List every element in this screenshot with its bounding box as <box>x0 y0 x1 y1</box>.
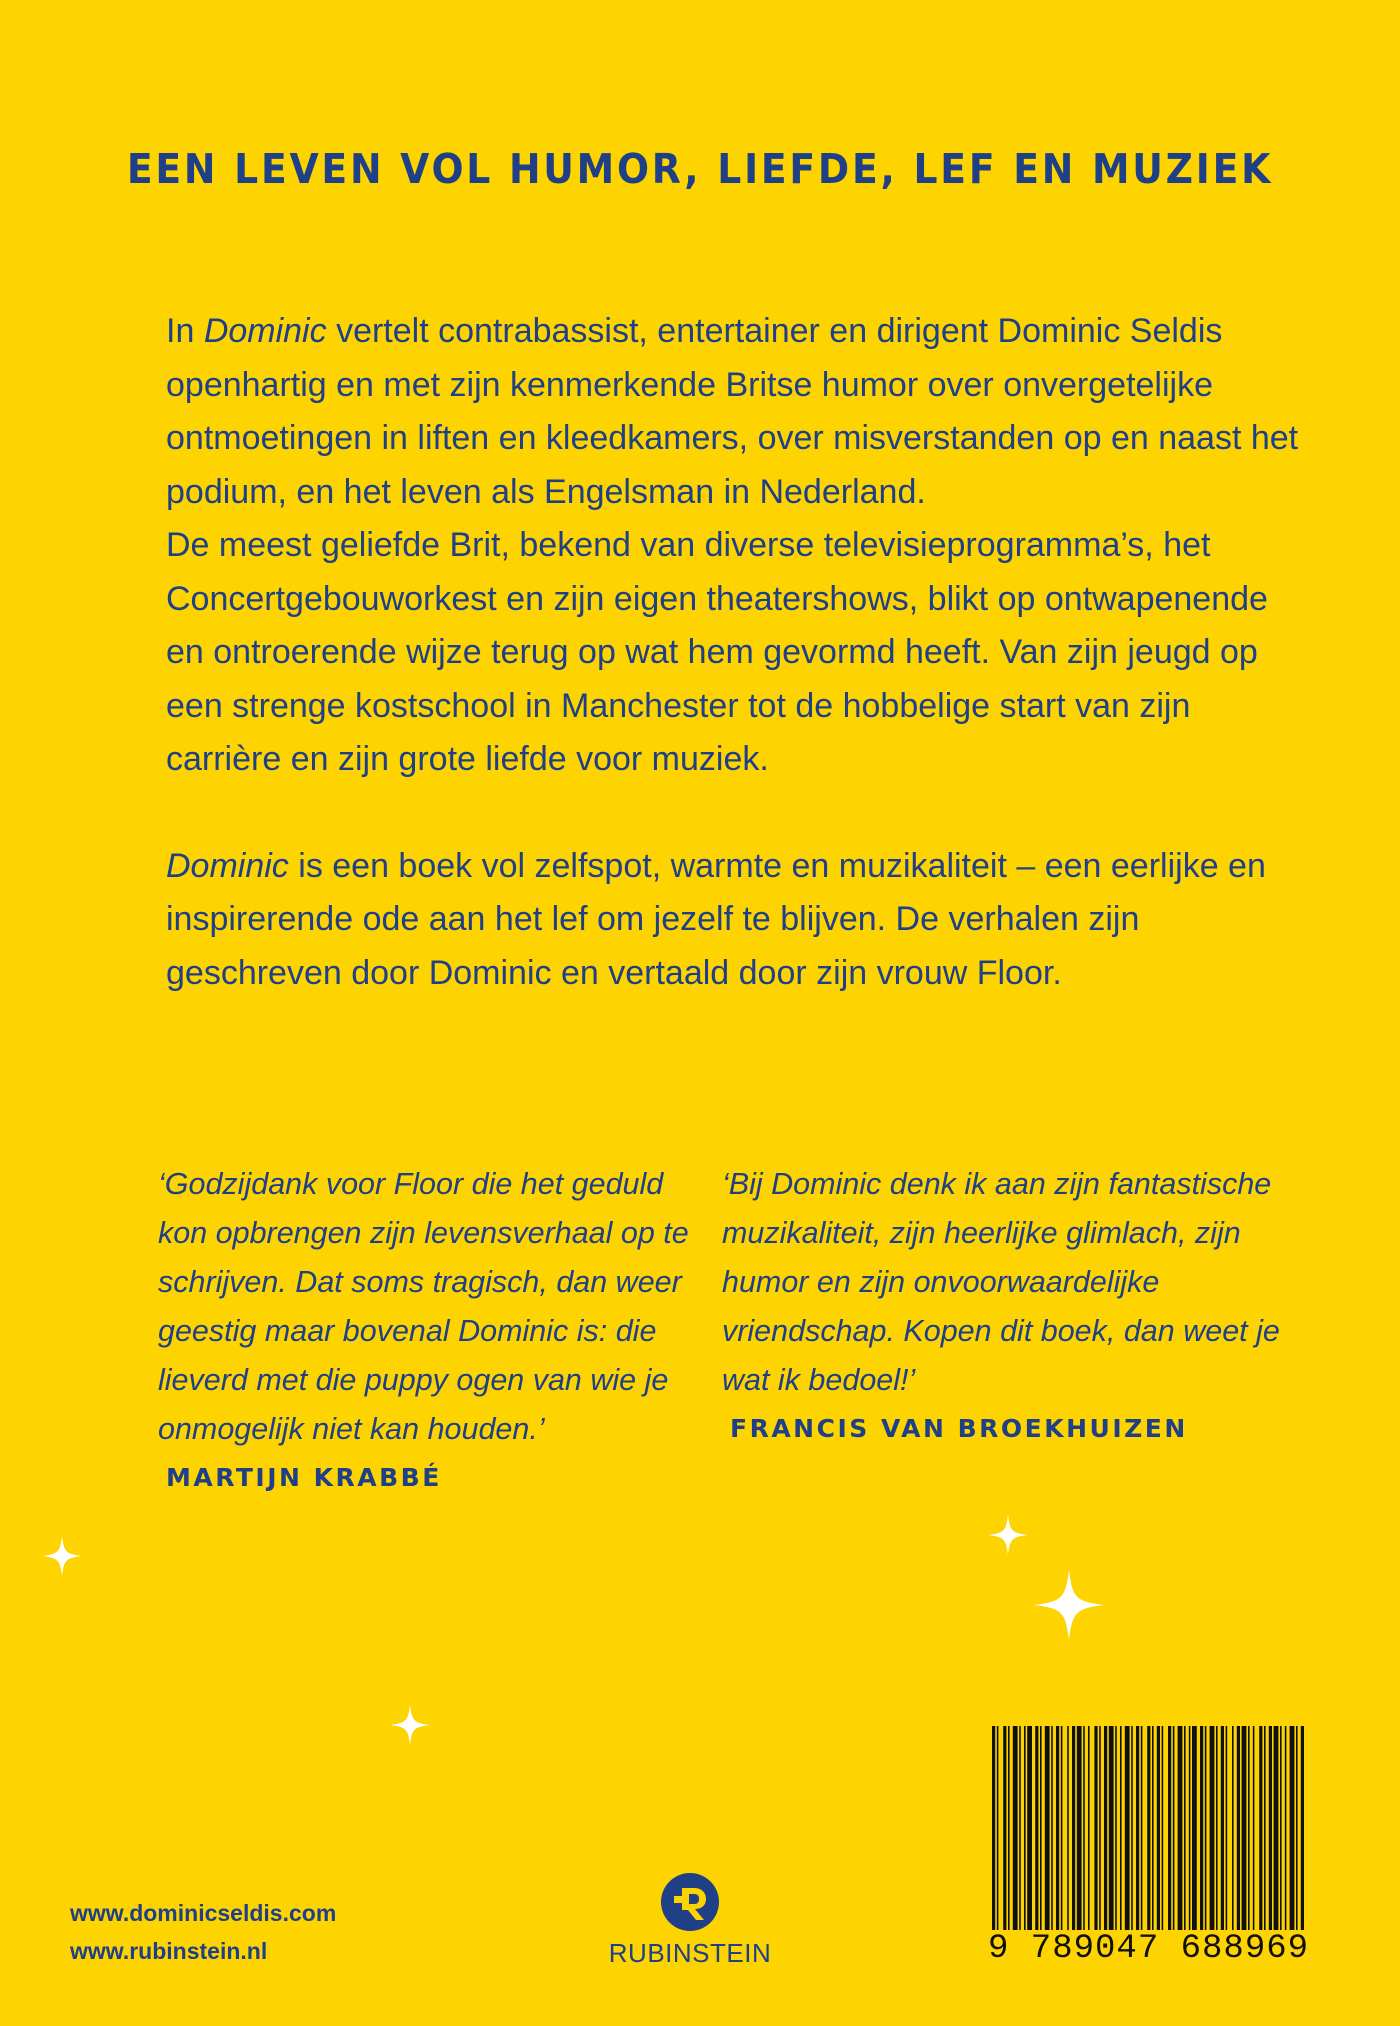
link-dominicseldis[interactable]: www.dominicseldis.com <box>70 1900 337 1926</box>
blurb-paragraph-3 <box>166 840 1306 1001</box>
blurb-p1-rest: vertelt contrabassist, entertainer en dirigent Dominic Seldis openhartig en met zijn kenmerkende Britse humor over onvergetelijke ontmoetingen in liften en kleedkamers, over misverstanden op en naast het podium, en het leven als Engelsman in Nederland. <box>166 312 1299 511</box>
blurb-paragraph-1 <box>166 305 1306 519</box>
link-rubinstein[interactable]: www.rubinstein.nl <box>70 1938 268 1964</box>
barcode-bar <box>997 1726 999 1954</box>
sparkle-icon <box>1034 1570 1104 1640</box>
barcode-bar <box>1296 1726 1298 1954</box>
barcode-bar <box>1269 1726 1272 1931</box>
barcode-bar <box>1173 1726 1175 1931</box>
barcode-bar <box>1147 1726 1150 1954</box>
sparkle-icon <box>988 1515 1028 1555</box>
barcode-bar <box>1274 1726 1279 1931</box>
barcode-bar <box>1216 1726 1218 1931</box>
barcode-bar <box>1051 1726 1053 1931</box>
sparkle-icon <box>390 1705 430 1745</box>
barcode-bar <box>1301 1726 1304 1954</box>
barcode-bar <box>1088 1726 1090 1931</box>
barcode-bar <box>1157 1726 1160 1931</box>
barcode-bar <box>1040 1726 1042 1931</box>
barcode-bar <box>1083 1726 1085 1931</box>
barcode-bar <box>1035 1726 1038 1931</box>
blurb-p1-prefix: In <box>166 312 204 350</box>
barcode-bar <box>1072 1726 1075 1931</box>
barcode-bar <box>1109 1726 1114 1931</box>
barcode-bar <box>1027 1726 1032 1931</box>
barcode-bar <box>1232 1726 1234 1931</box>
book-blurb <box>166 305 1306 1000</box>
barcode-bar <box>1115 1726 1117 1931</box>
quote-right-author: FRANCIS VAN BROEKHUIZEN <box>730 1414 1188 1443</box>
quote-left-text: ‘Godzijdank voor Floor die het geduld kon opbrengen zijn levensverhaal op te schrijven. Dat soms tragisch, dan weer geestig maar bovenal Dominic is: die lieverd met die puppy ogen van wie je onmogelijk niet kan houden.’ <box>158 1167 689 1446</box>
barcode-bar <box>1099 1726 1101 1931</box>
barcode-bar <box>1019 1726 1021 1931</box>
barcode-bar <box>1056 1726 1059 1931</box>
barcode-icon <box>988 1726 1306 1956</box>
barcode-bar <box>1136 1726 1139 1931</box>
barcode-bar <box>992 1726 995 1954</box>
barcode-bar <box>1067 1726 1069 1931</box>
sparkle-icon <box>42 1536 82 1576</box>
barcode-bar <box>1131 1726 1133 1931</box>
quote-right-text: ‘Bij Dominic denk ik aan zijn fantastische muzikaliteit, zijn heerlijke glimlach, zijn humor en zijn onvoorwaardelijke vriendschap. Kopen dit boek, dan weet je wat ik bedoel!’ <box>722 1167 1280 1397</box>
barcode-bar <box>1200 1726 1203 1931</box>
barcode-bar <box>1162 1726 1164 1931</box>
barcode-bar <box>1253 1726 1255 1931</box>
barcode-bar <box>1120 1726 1122 1931</box>
barcode-bar <box>1013 1726 1018 1931</box>
headline: EEN LEVEN VOL HUMOR, LIEFDE, LEF EN MUZIEK <box>126 145 1274 193</box>
quote-left <box>158 1160 718 1498</box>
barcode-bar <box>1285 1726 1287 1931</box>
barcode-bar <box>1242 1726 1247 1931</box>
barcode-bar <box>1061 1726 1063 1931</box>
barcode-bar <box>1104 1726 1107 1931</box>
barcode-bar <box>1210 1726 1215 1931</box>
barcode-bar <box>1178 1726 1183 1931</box>
publisher-name: RUBINSTEIN <box>608 1938 772 1968</box>
barcode-bar <box>1168 1726 1171 1931</box>
barcode-bar <box>1152 1726 1154 1954</box>
barcode-bar <box>1094 1726 1097 1931</box>
barcode-bar <box>1003 1726 1006 1931</box>
barcode-bar <box>1259 1726 1262 1931</box>
isbn-number: 9 789047 688969 <box>988 1930 1310 1968</box>
barcode-bar <box>1184 1726 1186 1931</box>
barcode-bar <box>1008 1726 1010 1931</box>
rubinstein-logo-icon <box>660 1872 720 1932</box>
barcode-bar <box>1141 1726 1143 1931</box>
barcode-bar <box>1248 1726 1250 1931</box>
barcode-bar <box>1024 1726 1026 1931</box>
barcode-bar <box>1189 1726 1191 1931</box>
publisher-logo <box>600 1872 780 1969</box>
barcode-bar <box>1192 1726 1197 1931</box>
barcode-bar <box>1045 1726 1050 1931</box>
barcode-bar <box>1264 1726 1266 1931</box>
blurb-p1-title: Dominic <box>203 312 327 350</box>
barcode-bar <box>1205 1726 1207 1931</box>
barcode-bar <box>1077 1726 1082 1931</box>
barcode-bar <box>1125 1726 1130 1931</box>
quote-left-author: MARTIJN KRABBÉ <box>166 1463 442 1492</box>
barcode-bar <box>1290 1726 1295 1931</box>
blurb-paragraph-2: De meest geliefde Brit, bekend van diverse televisieprogramma’s, het Concertgebouworkest en zijn eigen theatershows, blikt op ontwapenende en ontroerende wijze terug op wat hem gevormd heeft. Van zijn jeugd op een strenge kostschool in Manchester tot de hobbelige start van zijn carrière en zijn grote liefde voor muziek. <box>166 526 1268 778</box>
barcode-bar <box>1221 1726 1224 1931</box>
barcode-bar <box>1237 1726 1240 1931</box>
blurb-p3-rest: is een boek vol zelfspot, warmte en muzikaliteit – een eerlijke en inspirerende ode aan het lef om jezelf te blijven. De verhalen zijn geschreven door Dominic en vertaald door zijn vrouw Floor. <box>166 846 1266 992</box>
website-links <box>70 1894 336 1970</box>
quote-right <box>722 1160 1282 1449</box>
barcode-bar <box>1226 1726 1228 1931</box>
blurb-p3-title: Dominic <box>166 846 289 885</box>
barcode-bar <box>1280 1726 1282 1931</box>
